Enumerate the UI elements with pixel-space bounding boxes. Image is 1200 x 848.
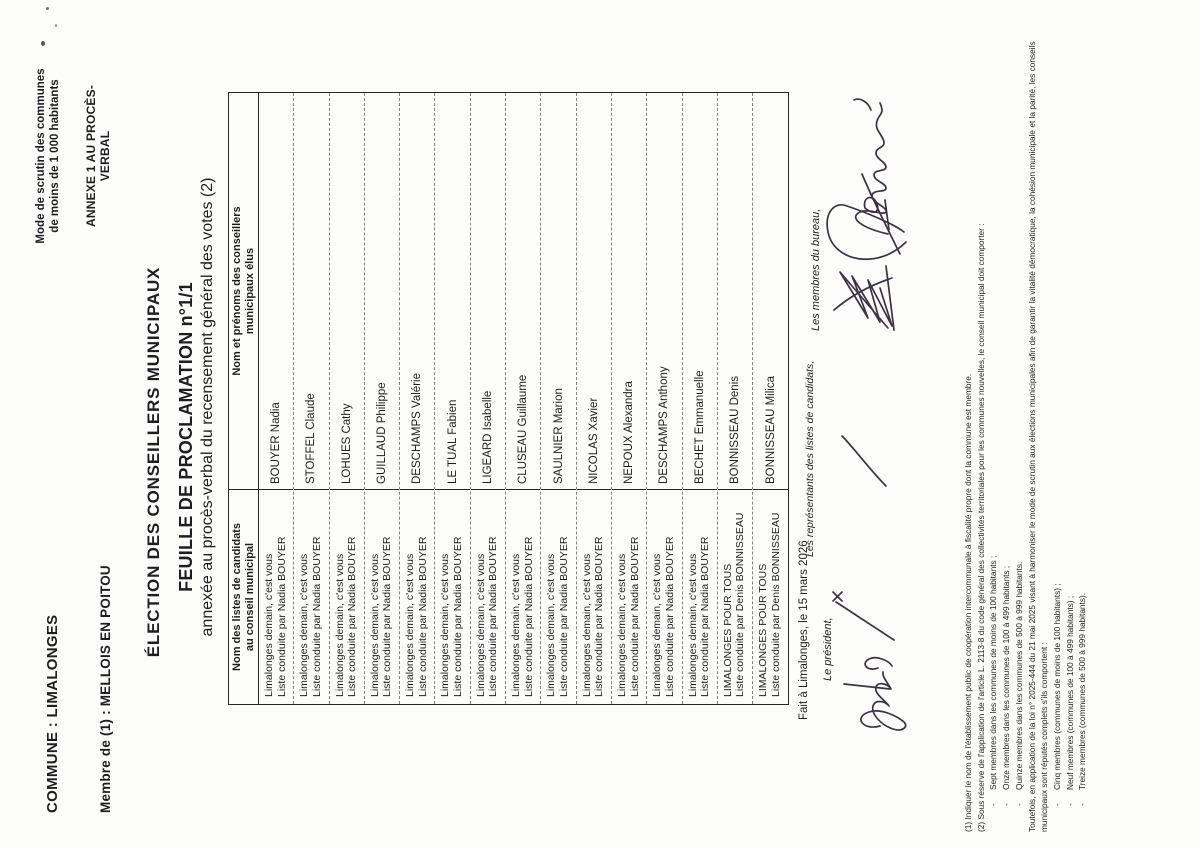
liste-leader-line: Liste conduite par Nadia BOUYER: [275, 536, 288, 697]
elu-name: DESCHAMPS Valérie: [411, 373, 424, 484]
col1-header-line2: au conseil municipal: [244, 542, 256, 652]
elu-cell: [683, 93, 717, 489]
commune-line: COMMUNE : LIMALONGES: [44, 614, 61, 813]
elu-name: NEPOUX Alexandra: [623, 381, 636, 484]
mode-line-1: Mode de scrutin des communes: [35, 68, 47, 244]
proclamation-subtitle: annexée au procès-verbal du recensement général des votes (2): [199, 177, 216, 637]
bullet-dash: -: [1064, 803, 1075, 806]
table-row: [471, 93, 506, 704]
elu-name: LE TUAL Fabien: [446, 399, 459, 484]
table-row: [683, 93, 718, 704]
table-header-row: [229, 93, 259, 704]
elu-name: NICOLAS Xavier: [587, 397, 600, 484]
table-row: [647, 93, 682, 704]
footnote-line: (1) Indiquer le nom de l'établissement public de coopération intercommunale à fiscalité propre dont la commune est membre.: [963, 373, 973, 832]
liste-leader-line: Liste conduite par Nadia BOUYER: [557, 536, 570, 697]
liste-leader-line: Liste conduite par Nadia BOUYER: [310, 536, 323, 697]
liste-leader-line: Liste conduite par Nadia BOUYER: [381, 536, 394, 697]
annexe-label: [84, 56, 112, 256]
col1-header-line1: Nom des listes de candidats: [231, 523, 243, 671]
header-right: [34, 56, 112, 256]
footnote-bullet: [1051, 14, 1064, 806]
liste-name-line: Limalonges demain, c'est vous: [651, 553, 664, 697]
liste-cell: [718, 489, 752, 704]
elu-cell: [259, 93, 293, 489]
liste-name-line: Limalonges demain, c'est vous: [686, 553, 699, 697]
liste-leader-line: Liste conduite par Nadia BOUYER: [699, 536, 712, 697]
liste-cell: [471, 489, 505, 704]
bullet-dash: -: [1051, 803, 1062, 806]
elu-name: SAULNIER Marion: [552, 388, 565, 484]
scan-speck: [46, 7, 49, 10]
liste-name-line: LIMALONGES POUR TOUS: [721, 563, 734, 697]
liste-cell: [577, 489, 611, 704]
table-row: [506, 93, 541, 704]
table-row: [718, 93, 753, 704]
liste-name-line: Limalonges demain, c'est vous: [333, 553, 346, 697]
liste-name-line: Limalonges demain, c'est vous: [404, 553, 417, 697]
liste-cell: [330, 489, 364, 704]
table-row: [612, 93, 647, 704]
liste-leader-line: Liste conduite par Nadia BOUYER: [593, 536, 606, 697]
liste-leader-line: Liste conduite par Nadia BOUYER: [416, 536, 429, 697]
footnote-text: Neuf membres (communes de 100 à 499 habitants) ;: [1064, 595, 1075, 790]
elu-name: CLUSEAU Guillaume: [517, 374, 530, 484]
elu-name: STOFFEL Claude: [305, 393, 318, 484]
elu-name: GUILLAUD Philippe: [376, 382, 389, 484]
table-row: [435, 93, 470, 704]
liste-cell: [365, 489, 399, 704]
footnote-bullet: [1000, 14, 1013, 806]
elu-cell: [647, 93, 681, 489]
annexe-line-2: VERBAL: [98, 130, 112, 182]
liste-cell: [435, 489, 469, 704]
liste-leader-line: Liste conduite par Nadia BOUYER: [487, 536, 500, 697]
table-row: [541, 93, 576, 704]
liste-cell: [400, 489, 434, 704]
election-title: ÉLECTION DES CONSEILLERS MUNICIPAUX: [144, 266, 163, 658]
footnote-text: Sept membres dans les communes de moins de 100 habitants ;: [988, 555, 999, 790]
proclamation-title: FEUILLE DE PROCLAMATION n°1/1: [176, 282, 196, 592]
elu-cell: [294, 93, 328, 489]
scan-speck: [41, 41, 45, 46]
table-row: [294, 93, 329, 704]
liste-name-line: Limalonges demain, c'est vous: [510, 553, 523, 697]
bureau-label: Les membres du bureau,: [810, 208, 822, 331]
elu-name: BECHET Emmanuelle: [693, 370, 706, 484]
elu-cell: [541, 93, 575, 489]
signature-bureau-member-3: [858, 168, 904, 260]
footnote-bullet: [1064, 14, 1077, 806]
results-table: [228, 92, 789, 705]
elu-cell: [753, 93, 788, 489]
bullet-dash: -: [1077, 803, 1088, 806]
column-header-elus: [229, 93, 258, 489]
col2-header-line1: Nom et prénoms des conseillers: [231, 206, 243, 376]
liste-leader-line: Liste conduite par Nadia BOUYER: [346, 536, 359, 697]
table-row: [330, 93, 365, 704]
representatives-label: Les représentants des listes de candidats,: [804, 360, 816, 557]
liste-name-line: Limalonges demain, c'est vous: [368, 553, 381, 697]
footnote-bullet: [1076, 14, 1089, 806]
membre-line: Membre de (1) : MELLOIS EN POITOU: [98, 565, 113, 813]
footnote-text: Quinze membres dans les communes de 500 à 999 habitants.: [1013, 561, 1024, 790]
elu-cell: [612, 93, 646, 489]
liste-leader-line: Liste conduite par Nadia BOUYER: [628, 536, 641, 697]
table-body: [259, 93, 788, 704]
footnote-text: Onze membres dans les communes de 100 à 499 habitants ;: [1001, 565, 1012, 790]
signature-representative-stroke: [838, 430, 890, 492]
liste-name-line: Limalonges demain, c'est vous: [263, 553, 275, 697]
liste-name-line: Limalonges demain, c'est vous: [545, 553, 558, 697]
elu-name: DESCHAMPS Anthony: [658, 366, 671, 484]
liste-leader-line: Liste conduite par Nadia BOUYER: [452, 536, 465, 697]
elu-cell: [577, 93, 611, 489]
footnote-text: Treize membres (communes de 500 à 999 habitants).: [1077, 592, 1088, 790]
elu-name: BOUYER Nadia: [270, 402, 283, 484]
table-row: [753, 93, 788, 704]
elu-name: LOHUES Cathy: [340, 403, 353, 484]
table-row: [400, 93, 435, 704]
elu-name: BONNISSEAU Denis: [729, 375, 741, 484]
col2-header-line2: municipaux élus: [244, 247, 256, 335]
liste-name-line: Limalonges demain, c'est vous: [298, 553, 311, 697]
liste-cell: [541, 489, 575, 704]
liste-name-line: Limalonges demain, c'est vous: [474, 553, 487, 697]
liste-cell: [683, 489, 717, 704]
elu-name: LIGEARD Isabelle: [481, 390, 494, 484]
elu-cell: [718, 93, 752, 489]
bullet-dash: -: [1001, 803, 1012, 806]
footnote-text: Cinq membres (communes de moins de 100 habitants) ;: [1051, 583, 1062, 790]
table-row: [365, 93, 400, 704]
elu-cell: [400, 93, 434, 489]
liste-name-line: LIMALONGES POUR TOUS: [757, 563, 770, 697]
liste-leader-line: Liste conduite par Denis BONNISSEAU: [734, 512, 747, 697]
footnote-line: Toutefois, en application de la loi n° 2025-444 du 21 mai 2025 visant à harmoniser le mode de scrutin aux élections municipales afin de garantir la vitalité démocratique, la cohésion municipale et la parité, les conseils municipaux sont réputés complets s'ils comportent :: [1026, 41, 1050, 832]
liste-cell: [647, 489, 681, 704]
liste-leader-line: Liste conduite par Nadia BOUYER: [522, 536, 535, 697]
table-row: [577, 93, 612, 704]
column-header-listes: [229, 489, 258, 704]
liste-name-line: Limalonges demain, c'est vous: [615, 553, 628, 697]
liste-cell: [259, 489, 293, 704]
elu-cell: [330, 93, 364, 489]
footnote-line: (2) Sous réserve de l'application de l'article L. 2113-8 du code général des collectivités territoriales pour les communes nouvelles, le conseil municipal doit comporter :: [975, 223, 986, 832]
liste-cell: [753, 489, 788, 704]
elu-cell: [506, 93, 540, 489]
mode-line-2: de moins de 1 000 habitants: [49, 79, 61, 233]
liste-name-line: Limalonges demain, c'est vous: [439, 553, 452, 697]
liste-cell: [506, 489, 540, 704]
annexe-line-1: ANNEXE 1 AU PROCÈS-: [84, 84, 98, 228]
president-label: Le président,: [822, 617, 834, 681]
elu-cell: [471, 93, 505, 489]
table-row: [259, 93, 294, 704]
mode-de-scrutin: [34, 56, 62, 256]
bullet-dash: -: [1013, 803, 1024, 806]
elu-cell: [435, 93, 469, 489]
header-left: [44, 565, 113, 813]
footnotes-block: [962, 14, 1089, 832]
bullet-dash: -: [988, 803, 999, 806]
liste-name-line: Limalonges demain, c'est vous: [580, 553, 593, 697]
signature-president: [828, 581, 910, 736]
scan-speck: [55, 24, 57, 27]
liste-leader-line: Liste conduite par Denis BONNISSEAU: [769, 512, 782, 697]
footnote-bullet: [1013, 14, 1026, 806]
footnote-bullet: [987, 14, 1000, 806]
liste-cell: [294, 489, 328, 704]
liste-cell: [612, 489, 646, 704]
date-place-line: Fait à Limalonges, le 15 mars 2026: [798, 540, 810, 720]
liste-leader-line: Liste conduite par Nadia BOUYER: [663, 536, 676, 697]
elu-name: BONNISSEAU Milica: [764, 376, 777, 484]
elu-cell: [365, 93, 399, 489]
